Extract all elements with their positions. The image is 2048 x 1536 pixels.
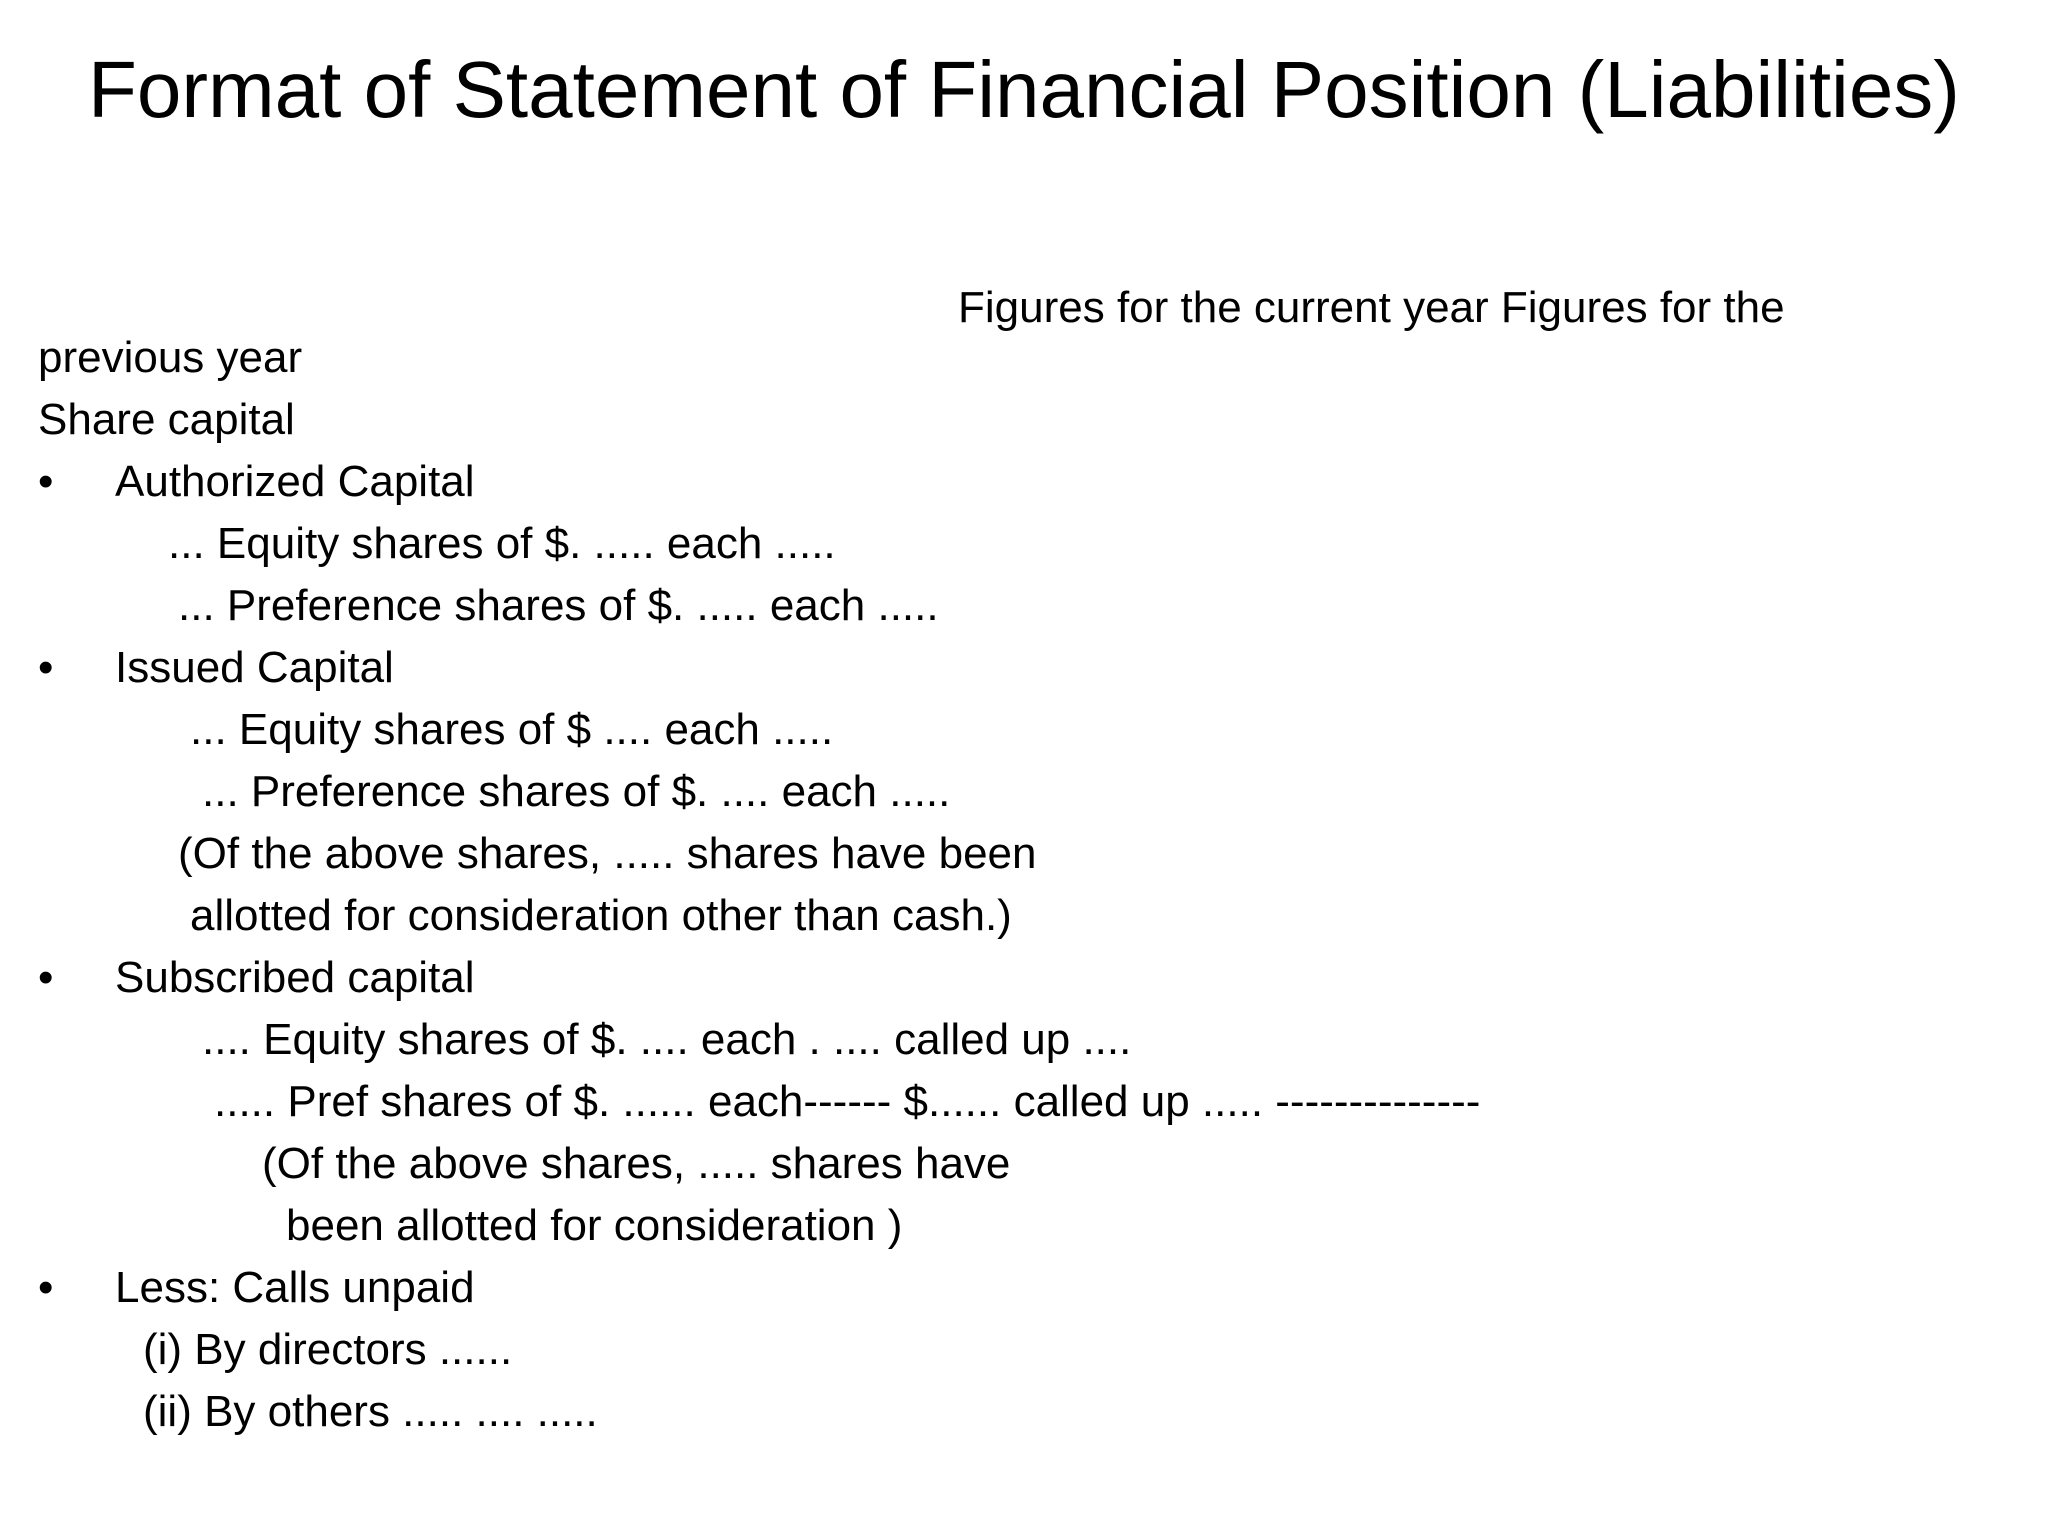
issued-preference-line: ... Preference shares of $. .... each ..... [202,767,951,816]
column-headers: Figures for the current year Figures for the [958,283,1785,332]
subscribed-preference-line: ..... Pref shares of $. ...... each------ $...... called up ..... -------------- [214,1077,1481,1126]
subscribed-note-line1: (Of the above shares, ..... shares have [262,1139,1011,1188]
authorized-capital-label: Authorized Capital [115,457,475,506]
subscribed-note-line2: been allotted for consideration ) [286,1201,903,1250]
bullet-icon: • [38,643,54,692]
calls-unpaid-directors: (i) By directors ...... [143,1325,513,1374]
issued-equity-line: ... Equity shares of $ .... each ..... [190,705,834,754]
subscribed-capital-label: Subscribed capital [115,953,475,1002]
calls-unpaid-others: (ii) By others ..... .... ..... [143,1387,598,1436]
issued-capital-label: Issued Capital [115,643,394,692]
bullet-icon: • [38,1263,54,1312]
subscribed-equity-line: .... Equity shares of $. .... each . .... called up .... [202,1015,1132,1064]
authorized-equity-line: ... Equity shares of $. ..... each ..... [168,519,836,568]
slide-title: Format of Statement of Financial Position (Liabilities) [88,45,1960,134]
issued-note-line2: allotted for consideration other than cash.) [190,891,1012,940]
calls-unpaid-label: Less: Calls unpaid [115,1263,475,1312]
issued-note-line1: (Of the above shares, ..... shares have been [178,829,1037,878]
bullet-icon: • [38,457,54,506]
column-header-wrap: previous year [38,333,303,382]
bullet-icon: • [38,953,54,1002]
section-heading: Share capital [38,395,295,444]
authorized-preference-line: ... Preference shares of $. ..... each ..... [178,581,939,630]
